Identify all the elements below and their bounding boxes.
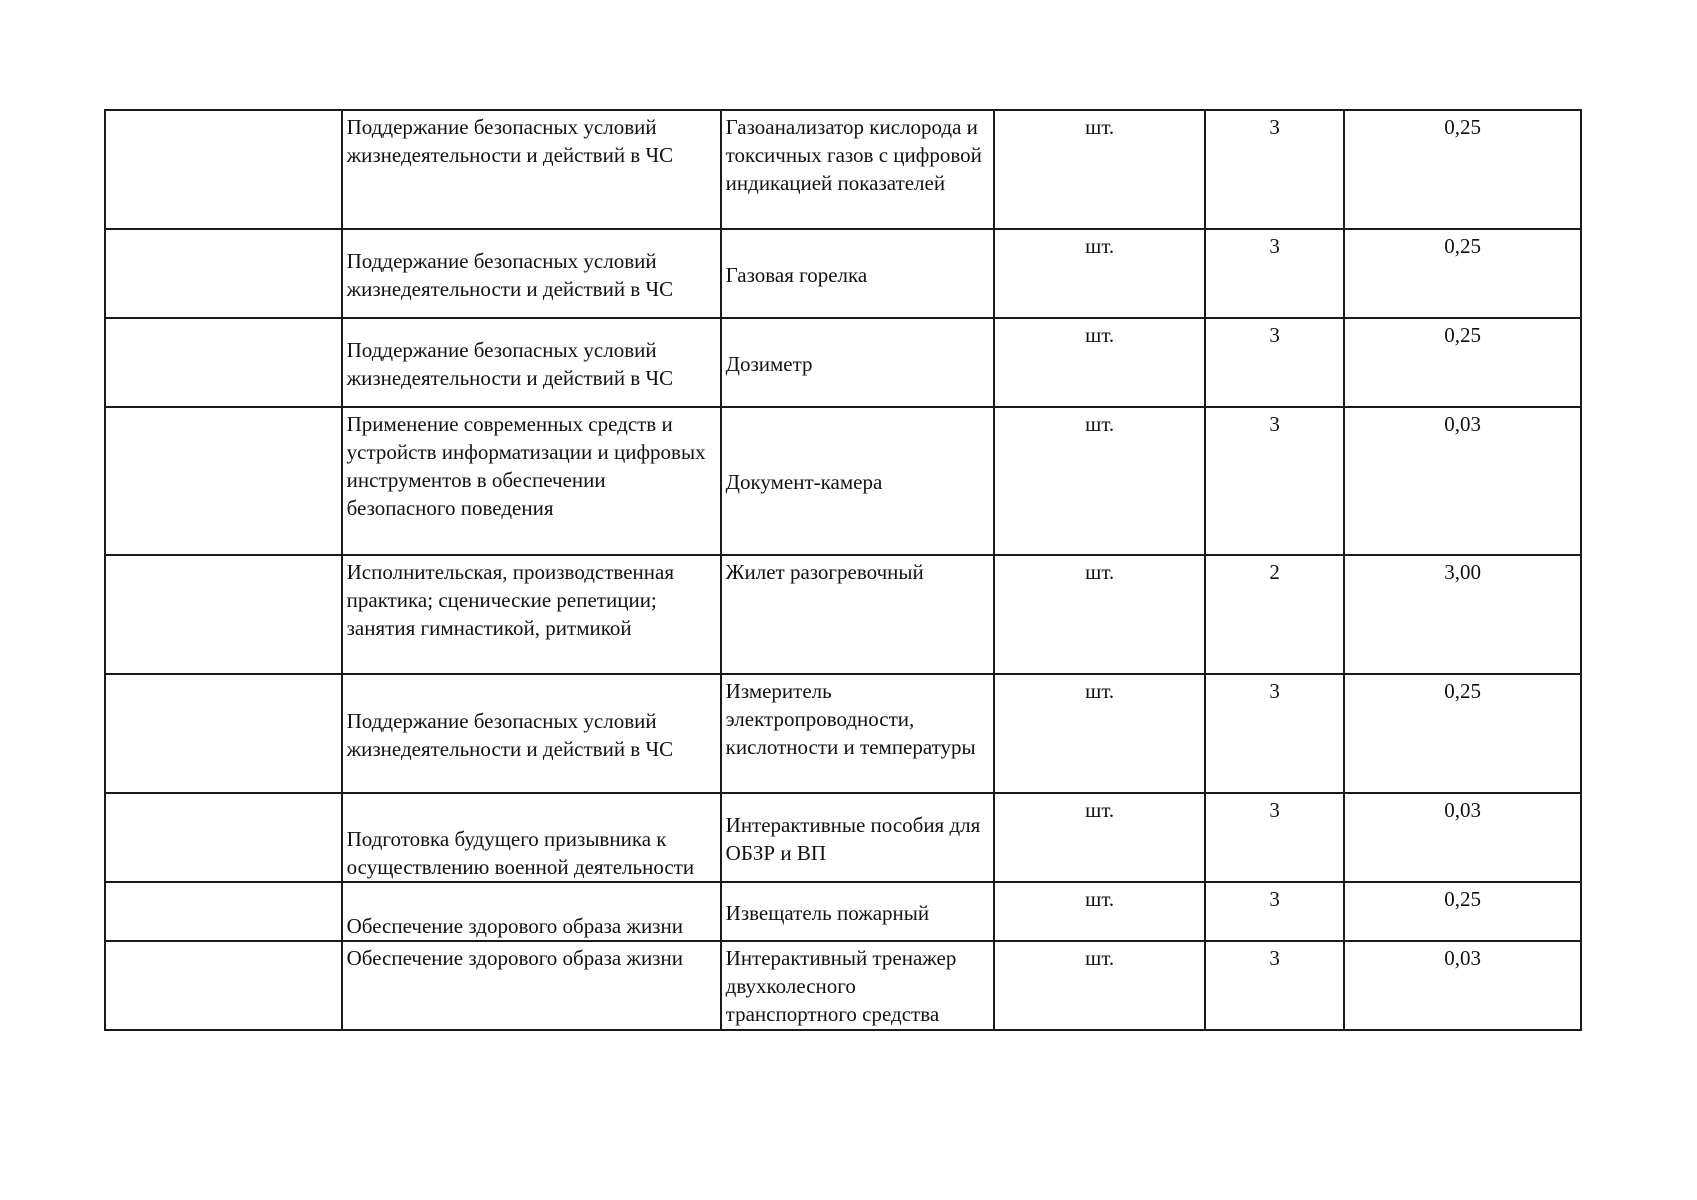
table-row bbox=[105, 793, 1581, 882]
table-row bbox=[105, 407, 1581, 555]
table-row bbox=[105, 110, 1581, 229]
purpose-cell: Обеспечение здорового образа жизни bbox=[342, 882, 721, 941]
quantity-cell: 3 bbox=[1205, 110, 1344, 229]
item-name-cell: Извещатель пожарный bbox=[721, 882, 995, 941]
value-cell: 0,25 bbox=[1344, 110, 1581, 229]
item-name-cell: Интерактивный тренажер двухколесного транспортного средства bbox=[721, 941, 995, 1030]
purpose-cell: Обеспечение здорового образа жизни bbox=[342, 941, 721, 1030]
row-number-cell bbox=[105, 674, 342, 793]
value-cell: 0,03 bbox=[1344, 793, 1581, 882]
unit-cell: шт. bbox=[994, 793, 1205, 882]
item-name-cell: Измеритель электропроводности, кислотности и температуры bbox=[721, 674, 995, 793]
table-row bbox=[105, 229, 1581, 318]
value-cell: 3,00 bbox=[1344, 555, 1581, 674]
unit-cell: шт. bbox=[994, 318, 1205, 407]
row-number-cell bbox=[105, 941, 342, 1030]
equipment-table bbox=[104, 109, 1582, 1031]
table-row bbox=[105, 318, 1581, 407]
row-number-cell bbox=[105, 407, 342, 555]
quantity-cell: 3 bbox=[1205, 407, 1344, 555]
purpose-cell: Подготовка будущего призывника к осуществлению военной деятельности bbox=[342, 793, 721, 882]
item-name-cell: Жилет разогревочный bbox=[721, 555, 995, 674]
unit-cell: шт. bbox=[994, 110, 1205, 229]
quantity-cell: 3 bbox=[1205, 882, 1344, 941]
value-cell: 0,03 bbox=[1344, 941, 1581, 1030]
value-cell: 0,25 bbox=[1344, 882, 1581, 941]
row-number-cell bbox=[105, 882, 342, 941]
item-name-cell: Интерактивные пособия для ОБЗР и ВП bbox=[721, 793, 995, 882]
unit-cell: шт. bbox=[994, 407, 1205, 555]
table-row bbox=[105, 555, 1581, 674]
table-row bbox=[105, 941, 1581, 1030]
row-number-cell bbox=[105, 318, 342, 407]
purpose-cell: Поддержание безопасных условий жизнедеятельности и действий в ЧС bbox=[342, 674, 721, 793]
quantity-cell: 3 bbox=[1205, 229, 1344, 318]
row-number-cell bbox=[105, 793, 342, 882]
unit-cell: шт. bbox=[994, 941, 1205, 1030]
quantity-cell: 2 bbox=[1205, 555, 1344, 674]
row-number-cell bbox=[105, 110, 342, 229]
value-cell: 0,25 bbox=[1344, 229, 1581, 318]
purpose-cell: Поддержание безопасных условий жизнедеятельности и действий в ЧС bbox=[342, 110, 721, 229]
quantity-cell: 3 bbox=[1205, 674, 1344, 793]
item-name-cell: Газоанализатор кислорода и токсичных газов с цифровой индикацией показателей bbox=[721, 110, 995, 229]
row-number-cell bbox=[105, 229, 342, 318]
unit-cell: шт. bbox=[994, 555, 1205, 674]
unit-cell: шт. bbox=[994, 882, 1205, 941]
item-name-cell: Дозиметр bbox=[721, 318, 995, 407]
table-row bbox=[105, 882, 1581, 941]
quantity-cell: 3 bbox=[1205, 793, 1344, 882]
quantity-cell: 3 bbox=[1205, 318, 1344, 407]
value-cell: 0,25 bbox=[1344, 674, 1581, 793]
row-number-cell bbox=[105, 555, 342, 674]
unit-cell: шт. bbox=[994, 674, 1205, 793]
purpose-cell: Поддержание безопасных условий жизнедеятельности и действий в ЧС bbox=[342, 318, 721, 407]
purpose-cell: Применение современных средств и устройств информатизации и цифровых инструментов в обеспечении безопасного поведения bbox=[342, 407, 721, 555]
purpose-cell: Поддержание безопасных условий жизнедеятельности и действий в ЧС bbox=[342, 229, 721, 318]
item-name-cell: Газовая горелка bbox=[721, 229, 995, 318]
purpose-cell: Исполнительская, производственная практика; сценические репетиции; занятия гимнастикой, ритмикой bbox=[342, 555, 721, 674]
unit-cell: шт. bbox=[994, 229, 1205, 318]
table-row bbox=[105, 674, 1581, 793]
quantity-cell: 3 bbox=[1205, 941, 1344, 1030]
value-cell: 0,03 bbox=[1344, 407, 1581, 555]
value-cell: 0,25 bbox=[1344, 318, 1581, 407]
item-name-cell: Документ-камера bbox=[721, 407, 995, 555]
